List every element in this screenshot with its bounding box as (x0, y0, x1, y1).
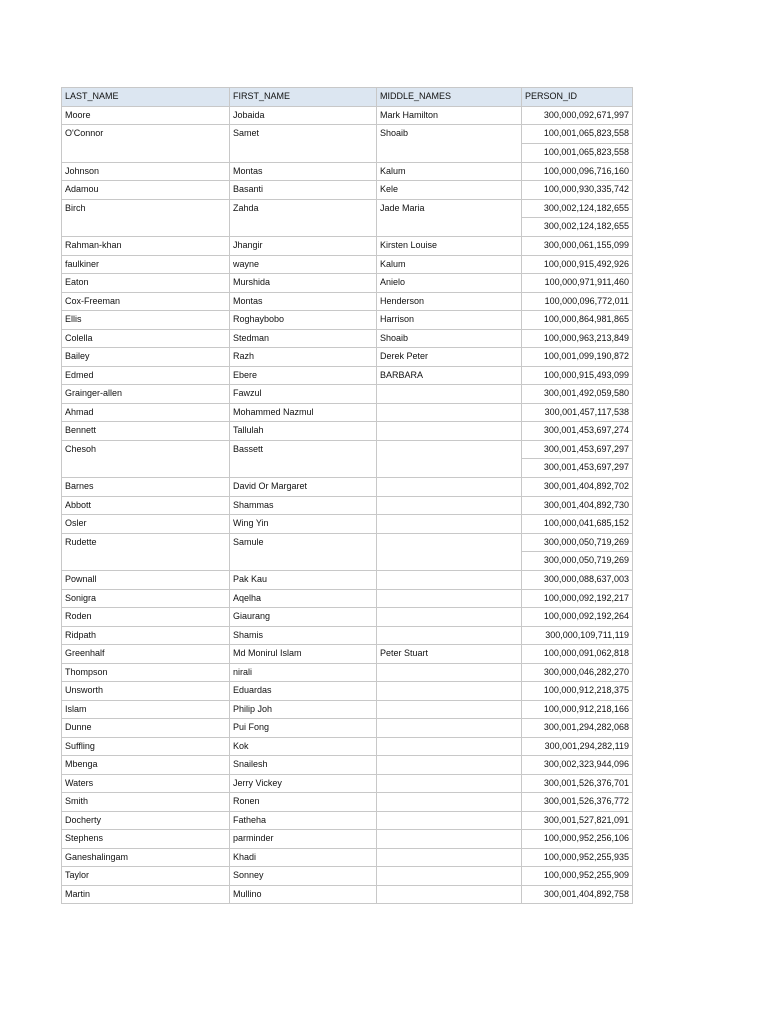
cell-last-name: Osler (62, 515, 230, 534)
cell-first-name: Jerry Vickey (230, 774, 377, 793)
table-row (62, 292, 633, 311)
cell-person-id: 100,001,065,823,558 (522, 143, 633, 162)
cell-person-id: 100,000,930,335,742 (522, 181, 633, 200)
table-row (62, 848, 633, 867)
cell-middle-names (377, 515, 522, 534)
cell-middle-names: Derek Peter (377, 348, 522, 367)
cell-first-name: Eduardas (230, 682, 377, 701)
cell-first-name: Roghaybobo (230, 311, 377, 330)
cell-person-id: 300,002,323,944,096 (522, 756, 633, 775)
cell-last-name: Barnes (62, 478, 230, 497)
cell-person-id: 300,001,404,892,758 (522, 885, 633, 904)
cell-first-name: Wing Yin (230, 515, 377, 534)
cell-person-id: 100,000,096,772,011 (522, 292, 633, 311)
cell-person-id: 300,001,527,821,091 (522, 811, 633, 830)
table-row (62, 700, 633, 719)
cell-last-name: Rudette (62, 533, 230, 571)
cell-middle-names: Kalum (377, 255, 522, 274)
cell-middle-names: Mark Hamilton (377, 106, 522, 125)
cell-person-id: 300,000,092,671,997 (522, 106, 633, 125)
cell-last-name: Rahman-khan (62, 237, 230, 256)
header-first-name: FIRST_NAME (230, 88, 377, 107)
table-row (62, 793, 633, 812)
cell-last-name: Grainger-allen (62, 385, 230, 404)
spreadsheet (61, 87, 633, 904)
cell-person-id: 100,000,096,716,160 (522, 162, 633, 181)
cell-middle-names (377, 774, 522, 793)
cell-person-id: 300,001,453,697,297 (522, 440, 633, 459)
table-row (62, 366, 633, 385)
cell-first-name: Razh (230, 348, 377, 367)
table-row (62, 478, 633, 497)
cell-last-name: Bennett (62, 422, 230, 441)
cell-person-id: 100,000,952,255,935 (522, 848, 633, 867)
cell-middle-names: Shoaib (377, 329, 522, 348)
cell-middle-names (377, 811, 522, 830)
cell-person-id: 100,000,912,218,166 (522, 700, 633, 719)
cell-person-id: 100,000,092,192,264 (522, 608, 633, 627)
table-row (62, 867, 633, 886)
table-row (62, 589, 633, 608)
cell-person-id: 100,000,912,218,375 (522, 682, 633, 701)
cell-person-id: 300,001,404,892,730 (522, 496, 633, 515)
cell-first-name: Stedman (230, 329, 377, 348)
cell-middle-names (377, 403, 522, 422)
cell-person-id: 300,001,526,376,701 (522, 774, 633, 793)
cell-person-id: 100,001,099,190,872 (522, 348, 633, 367)
table-row (62, 663, 633, 682)
table-row (62, 774, 633, 793)
table-row (62, 255, 633, 274)
cell-first-name: Fatheha (230, 811, 377, 830)
table-row (62, 626, 633, 645)
cell-last-name: Taylor (62, 867, 230, 886)
cell-last-name: Adamou (62, 181, 230, 200)
table-row (62, 199, 633, 218)
table-row (62, 719, 633, 738)
cell-middle-names (377, 533, 522, 571)
cell-middle-names: Anielo (377, 274, 522, 293)
cell-person-id: 300,001,294,282,119 (522, 737, 633, 756)
cell-person-id: 300,001,453,697,274 (522, 422, 633, 441)
table-row (62, 608, 633, 627)
cell-last-name: Martin (62, 885, 230, 904)
cell-person-id: 300,001,526,376,772 (522, 793, 633, 812)
cell-first-name: Pak Kau (230, 571, 377, 590)
cell-first-name: Samule (230, 533, 377, 571)
cell-first-name: Samet (230, 125, 377, 163)
cell-last-name: Sonigra (62, 589, 230, 608)
table-row (62, 237, 633, 256)
table-row (62, 422, 633, 441)
table-row (62, 274, 633, 293)
table-row (62, 106, 633, 125)
cell-first-name: Khadi (230, 848, 377, 867)
cell-first-name: wayne (230, 255, 377, 274)
cell-last-name: faulkiner (62, 255, 230, 274)
cell-first-name: Pui Fong (230, 719, 377, 738)
cell-middle-names (377, 793, 522, 812)
cell-middle-names: Henderson (377, 292, 522, 311)
cell-person-id: 300,000,050,719,269 (522, 552, 633, 571)
cell-person-id: 100,000,091,062,818 (522, 645, 633, 664)
cell-last-name: Smith (62, 793, 230, 812)
cell-middle-names (377, 385, 522, 404)
table-row (62, 515, 633, 534)
cell-person-id: 100,000,971,911,460 (522, 274, 633, 293)
cell-last-name: Cox-Freeman (62, 292, 230, 311)
cell-last-name: Thompson (62, 663, 230, 682)
cell-first-name: Ronen (230, 793, 377, 812)
cell-middle-names: Kirsten Louise (377, 237, 522, 256)
cell-first-name: Kok (230, 737, 377, 756)
cell-first-name: Shamis (230, 626, 377, 645)
cell-person-id: 300,000,046,282,270 (522, 663, 633, 682)
cell-person-id: 300,000,061,155,099 (522, 237, 633, 256)
cell-middle-names (377, 440, 522, 478)
cell-last-name: Bailey (62, 348, 230, 367)
cell-middle-names (377, 682, 522, 701)
cell-person-id: 300,000,109,711,119 (522, 626, 633, 645)
cell-last-name: Mbenga (62, 756, 230, 775)
cell-person-id: 300,001,492,059,580 (522, 385, 633, 404)
cell-middle-names (377, 700, 522, 719)
cell-first-name: Fawzul (230, 385, 377, 404)
cell-first-name: Philip Joh (230, 700, 377, 719)
cell-last-name: Islam (62, 700, 230, 719)
cell-middle-names (377, 830, 522, 849)
cell-last-name: Abbott (62, 496, 230, 515)
cell-person-id: 300,001,404,892,702 (522, 478, 633, 497)
cell-first-name: Shammas (230, 496, 377, 515)
cell-middle-names (377, 478, 522, 497)
cell-last-name: Greenhalf (62, 645, 230, 664)
cell-middle-names (377, 756, 522, 775)
cell-last-name: Suffling (62, 737, 230, 756)
cell-middle-names (377, 422, 522, 441)
cell-middle-names: Peter Stuart (377, 645, 522, 664)
header-row (62, 88, 633, 107)
table-row (62, 162, 633, 181)
cell-middle-names: Kele (377, 181, 522, 200)
cell-person-id: 100,000,864,981,865 (522, 311, 633, 330)
cell-first-name: Ebere (230, 366, 377, 385)
table-row (62, 885, 633, 904)
cell-last-name: Stephens (62, 830, 230, 849)
cell-middle-names: BARBARA (377, 366, 522, 385)
cell-first-name: Montas (230, 162, 377, 181)
cell-first-name: Md Monirul Islam (230, 645, 377, 664)
cell-person-id: 100,000,952,255,909 (522, 867, 633, 886)
cell-middle-names (377, 719, 522, 738)
table-row (62, 756, 633, 775)
cell-last-name: Waters (62, 774, 230, 793)
cell-person-id: 100,000,963,213,849 (522, 329, 633, 348)
cell-person-id: 100,000,952,256,106 (522, 830, 633, 849)
cell-first-name: Sonney (230, 867, 377, 886)
cell-last-name: Docherty (62, 811, 230, 830)
cell-last-name: Unsworth (62, 682, 230, 701)
person-table (61, 87, 633, 904)
cell-first-name: Tallulah (230, 422, 377, 441)
cell-first-name: parminder (230, 830, 377, 849)
cell-middle-names (377, 663, 522, 682)
cell-middle-names (377, 496, 522, 515)
table-row (62, 571, 633, 590)
table-row (62, 645, 633, 664)
cell-last-name: Ridpath (62, 626, 230, 645)
table-row (62, 830, 633, 849)
cell-first-name: Giaurang (230, 608, 377, 627)
cell-last-name: O'Connor (62, 125, 230, 163)
cell-person-id: 300,001,453,697,297 (522, 459, 633, 478)
cell-middle-names (377, 608, 522, 627)
cell-person-id: 300,001,457,117,538 (522, 403, 633, 422)
header-middle-names: MIDDLE_NAMES (377, 88, 522, 107)
cell-first-name: Murshida (230, 274, 377, 293)
cell-last-name: Ahmad (62, 403, 230, 422)
cell-last-name: Johnson (62, 162, 230, 181)
cell-middle-names (377, 589, 522, 608)
table-row (62, 811, 633, 830)
cell-middle-names: Harrison (377, 311, 522, 330)
table-row (62, 329, 633, 348)
table-row (62, 682, 633, 701)
cell-last-name: Roden (62, 608, 230, 627)
cell-first-name: Jhangir (230, 237, 377, 256)
cell-middle-names (377, 885, 522, 904)
table-row (62, 311, 633, 330)
cell-person-id: 100,000,092,192,217 (522, 589, 633, 608)
cell-person-id: 300,000,088,637,003 (522, 571, 633, 590)
table-row (62, 440, 633, 459)
cell-last-name: Ellis (62, 311, 230, 330)
cell-middle-names (377, 626, 522, 645)
cell-person-id: 100,000,041,685,152 (522, 515, 633, 534)
cell-middle-names: Shoaib (377, 125, 522, 163)
table-row (62, 181, 633, 200)
cell-middle-names: Kalum (377, 162, 522, 181)
table-row (62, 533, 633, 552)
cell-last-name: Pownall (62, 571, 230, 590)
cell-first-name: Bassett (230, 440, 377, 478)
table-row (62, 496, 633, 515)
cell-last-name: Dunne (62, 719, 230, 738)
header-person-id: PERSON_ID (522, 88, 633, 107)
cell-person-id: 100,000,915,492,926 (522, 255, 633, 274)
cell-middle-names (377, 737, 522, 756)
cell-last-name: Eaton (62, 274, 230, 293)
cell-last-name: Ganeshalingam (62, 848, 230, 867)
table-row (62, 385, 633, 404)
cell-first-name: Jobaida (230, 106, 377, 125)
table-row (62, 348, 633, 367)
cell-first-name: Aqelha (230, 589, 377, 608)
cell-person-id: 300,002,124,182,655 (522, 199, 633, 218)
cell-person-id: 100,001,065,823,558 (522, 125, 633, 144)
table-row (62, 737, 633, 756)
cell-middle-names: Jade Maria (377, 199, 522, 237)
cell-last-name: Colella (62, 329, 230, 348)
cell-person-id: 300,001,294,282,068 (522, 719, 633, 738)
cell-person-id: 300,002,124,182,655 (522, 218, 633, 237)
cell-first-name: David Or Margaret (230, 478, 377, 497)
cell-first-name: Mullino (230, 885, 377, 904)
cell-first-name: Mohammed Nazmul (230, 403, 377, 422)
cell-first-name: Zahda (230, 199, 377, 237)
cell-last-name: Edmed (62, 366, 230, 385)
cell-first-name: Basanti (230, 181, 377, 200)
table-body (62, 106, 633, 904)
cell-middle-names (377, 867, 522, 886)
cell-first-name: nirali (230, 663, 377, 682)
cell-first-name: Montas (230, 292, 377, 311)
cell-last-name: Birch (62, 199, 230, 237)
cell-last-name: Moore (62, 106, 230, 125)
cell-first-name: Snailesh (230, 756, 377, 775)
cell-last-name: Chesoh (62, 440, 230, 478)
cell-person-id: 300,000,050,719,269 (522, 533, 633, 552)
header-last-name: LAST_NAME (62, 88, 230, 107)
cell-middle-names (377, 848, 522, 867)
cell-middle-names (377, 571, 522, 590)
cell-person-id: 100,000,915,493,099 (522, 366, 633, 385)
table-row (62, 125, 633, 144)
table-row (62, 403, 633, 422)
